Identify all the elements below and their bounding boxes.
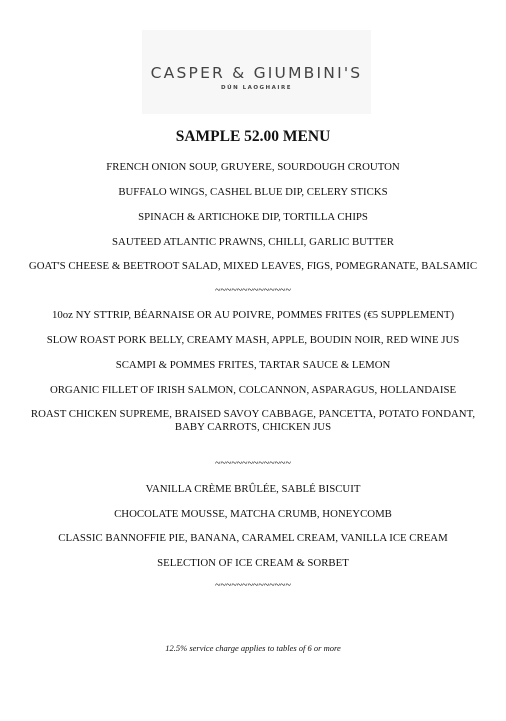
service-charge-note: 12.5% service charge applies to tables of 6 or more bbox=[165, 643, 341, 653]
main-item: ROAST CHICKEN SUPREME, BRAISED SAVOY CABBAGE, PANCETTA, POTATO FONDANT, bbox=[30, 408, 476, 420]
menu-title: SAMPLE 52.00 MENU bbox=[175, 128, 331, 145]
main-item-continued: BABY CARROTS, CHICKEN JUS bbox=[174, 421, 332, 433]
starter-item: BUFFALO WINGS, CASHEL BLUE DIP, CELERY STICKS bbox=[118, 186, 388, 198]
main-item: 10oz NY STTRIP, BÉARNAISE OR AU POIVRE, POMMES FRITES (€5 SUPPLEMENT) bbox=[51, 309, 455, 321]
starter-item: SPINACH & ARTICHOKE DIP, TORTILLA CHIPS bbox=[138, 211, 368, 223]
logo-brand-name: CASPER & GIUMBINI'S bbox=[150, 64, 363, 82]
dessert-item: VANILLA CRÈME BRÛLÉE, SABLÉ BISCUIT bbox=[145, 483, 361, 495]
dessert-item: CHOCOLATE MOUSSE, MATCHA CRUMB, HONEYCOMB bbox=[114, 508, 392, 520]
section-separator: ~~~~~~~~~~~~~~ bbox=[215, 458, 291, 469]
main-item: ORGANIC FILLET OF IRISH SALMON, COLCANNON, ASPARAGUS, HOLLANDAISE bbox=[49, 384, 457, 396]
starter-item: GOAT'S CHEESE & BEETROOT SALAD, MIXED LEAVES, FIGS, POMEGRANATE, BALSAMIC bbox=[28, 260, 478, 272]
section-separator: ~~~~~~~~~~~~~~ bbox=[215, 285, 291, 296]
logo-location: DÚN LAOGHAIRE bbox=[221, 85, 292, 91]
main-item: SLOW ROAST PORK BELLY, CREAMY MASH, APPLE, BOUDIN NOIR, RED WINE JUS bbox=[46, 334, 460, 346]
section-separator: ~~~~~~~~~~~~~~ bbox=[215, 580, 291, 591]
dessert-item: CLASSIC BANNOFFIE PIE, BANANA, CARAMEL CREAM, VANILLA ICE CREAM bbox=[58, 532, 448, 544]
restaurant-logo bbox=[142, 30, 371, 114]
main-item: SCAMPI & POMMES FRITES, TARTAR SAUCE & LEMON bbox=[115, 359, 391, 371]
dessert-item: SELECTION OF ICE CREAM & SORBET bbox=[157, 557, 349, 569]
starter-item: FRENCH ONION SOUP, GRUYERE, SOURDOUGH CROUTON bbox=[106, 161, 400, 173]
starter-item: SAUTEED ATLANTIC PRAWNS, CHILLI, GARLIC BUTTER bbox=[112, 236, 394, 248]
